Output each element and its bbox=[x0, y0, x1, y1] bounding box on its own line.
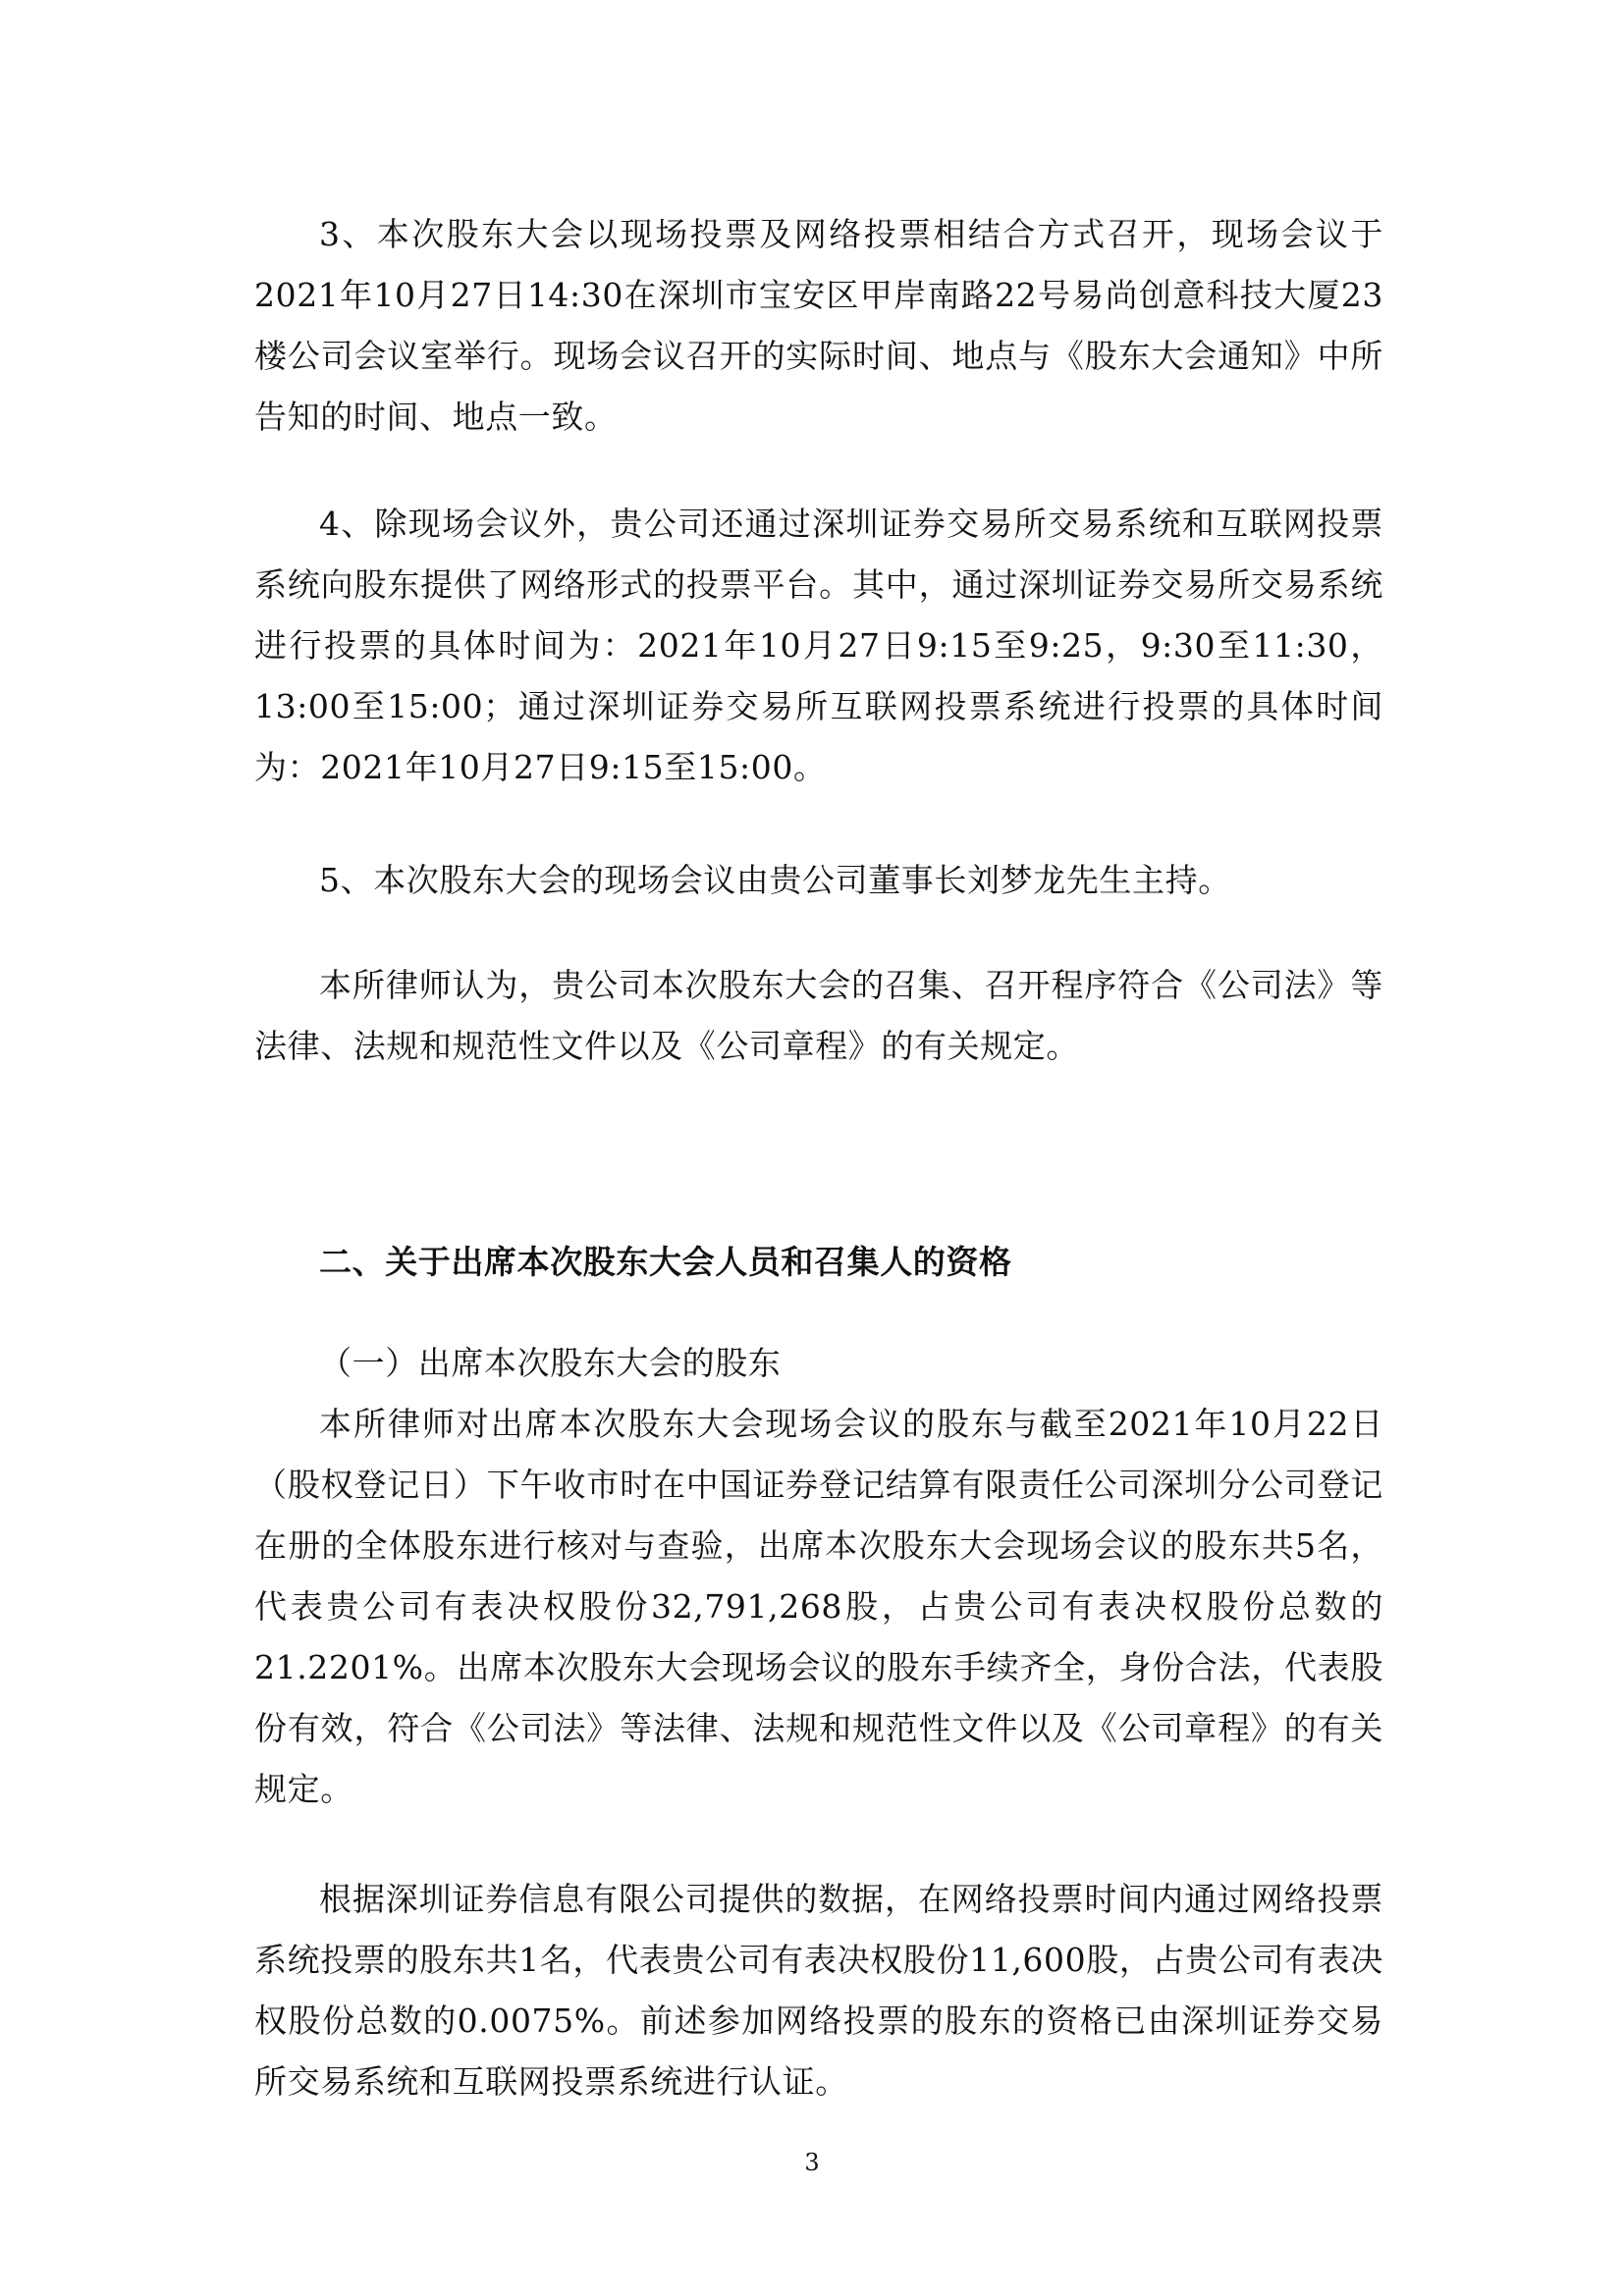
subsection-heading: （一）出席本次股东大会的股东 bbox=[319, 1344, 782, 1382]
paragraph-lawyer-opinion: 本所律师认为，贵公司本次股东大会的召集、召开程序符合《公司法》等法律、法规和规范性文件以及《公司章程》的有关规定。 bbox=[254, 966, 1383, 1065]
section-heading: 二、关于出席本次股东大会人员和召集人的资格 bbox=[319, 1243, 1012, 1281]
page-number: 3 bbox=[804, 2149, 820, 2176]
paragraph-online-voting: 4、除现场会议外，贵公司还通过深圳证券交易所交易系统和互联网投票系统向股东提供了网络形式的投票平台。其中，通过深圳证券交易所交易系统进行投票的具体时间为：2021年10月27日9:15至9:25，9:30至11:30，13:00至15:00；通过深圳证券交易所互联网投票系统进行投票的具体时间为：2021年10月27日9:15至15:00。 bbox=[254, 505, 1383, 786]
paragraph-onsite-shareholders: 本所律师对出席本次股东大会现场会议的股东与截至2021年10月22日（股权登记日）下午收市时在中国证券登记结算有限责任公司深圳分公司登记在册的全体股东进行核对与查验，出席本次股东大会现场会议的股东共5名，代表贵公司有表决权股份32,791,268股，占贵公司有表决权股份总数的21.2201%。出席本次股东大会现场会议的股东手续齐全，身份合法，代表股份有效，符合《公司法》等法律、法规和规范性文件以及《公司章程》的有关规定。 bbox=[254, 1405, 1383, 1808]
paragraph-online-shareholders: 根据深圳证券信息有限公司提供的数据，在网络投票时间内通过网络投票系统投票的股东共1名，代表贵公司有表决权股份11,600股，占贵公司有表决权股份总数的0.0075%。前述参加网络投票的股东的资格已由深圳证券交易所交易系统和互联网投票系统进行认证。 bbox=[254, 1880, 1383, 2101]
paragraph-meeting-method: 3、本次股东大会以现场投票及网络投票相结合方式召开，现场会议于2021年10月27日14:30在深圳市宝安区甲岸南路22号易尚创意科技大厦23楼公司会议室举行。现场会议召开的实际时间、地点与《股东大会通知》中所告知的时间、地点一致。 bbox=[254, 215, 1383, 436]
paragraph-meeting-chair: 5、本次股东大会的现场会议由贵公司董事长刘梦龙先生主持。 bbox=[319, 861, 1231, 899]
